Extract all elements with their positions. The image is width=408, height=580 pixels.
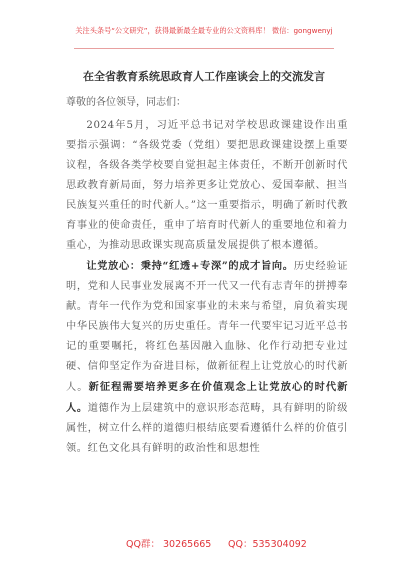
paragraph-2-text-b: 道德作为上层建筑中的意识形态范畴，具有鲜明的阶级属性，树立什么样的道德归根结底要看遵循什么样的价值引领。红色文化具有鲜明的政治性和思想性 bbox=[66, 403, 348, 454]
paragraph-2 bbox=[66, 256, 348, 459]
document-title: 在全省教育系统思政育人工作座谈会上的交流发言 bbox=[83, 70, 325, 83]
paragraph-2-emphasis: 新征程需要培养更多在价值观念上让党放心的时代新人。 bbox=[66, 381, 348, 414]
section-heading: 让党放心：秉持“红透+专深”的成才旨向。 bbox=[86, 260, 294, 272]
header-divider bbox=[74, 48, 334, 49]
footer-qq: QQ：535304092 bbox=[228, 539, 307, 550]
salutation: 尊敬的各位领导，同志们： bbox=[66, 97, 186, 108]
document-body bbox=[66, 116, 348, 459]
footer-qq-group: QQ群： 30265665 bbox=[126, 539, 212, 550]
paragraph-1: 2024年5月，习近平总书记对学校思政课建设作出重要指示强调：“各级党委（党组）要把思政课建设摆上重要议程，各级各类学校要自觉担起主体责任，不断开创新时代思政教育新局面，努力培养更多让党放心、爱国奉献、担当民族复兴重任的时代新人。”这一重要指示，明确了新时代教育事业的使命责任，重申了培育时代新人的重要地位和着力重心，为推动思政课实现高质量发展提供了根本遵循。 bbox=[66, 120, 348, 251]
paragraph-2-text-a: 历史经验证明，党和人民事业发展离不开一代又一代有志青年的拼搏奉献。青年一代作为党和国家事业的未来与希望，肩负着实现中华民族伟大复兴的历史重任。青年一代要牢记习近平总书记的重要嘱托，将红色基因融入血脉、化作行动把专业过硬、信仰坚定作为奋进目标，做新征程上让党放心的时代新人。 bbox=[66, 261, 348, 393]
header-banner: 关注头条号“公文研究”，获得最新最全最专业的公文资料库！ 微信：gongwenyj bbox=[75, 26, 333, 35]
